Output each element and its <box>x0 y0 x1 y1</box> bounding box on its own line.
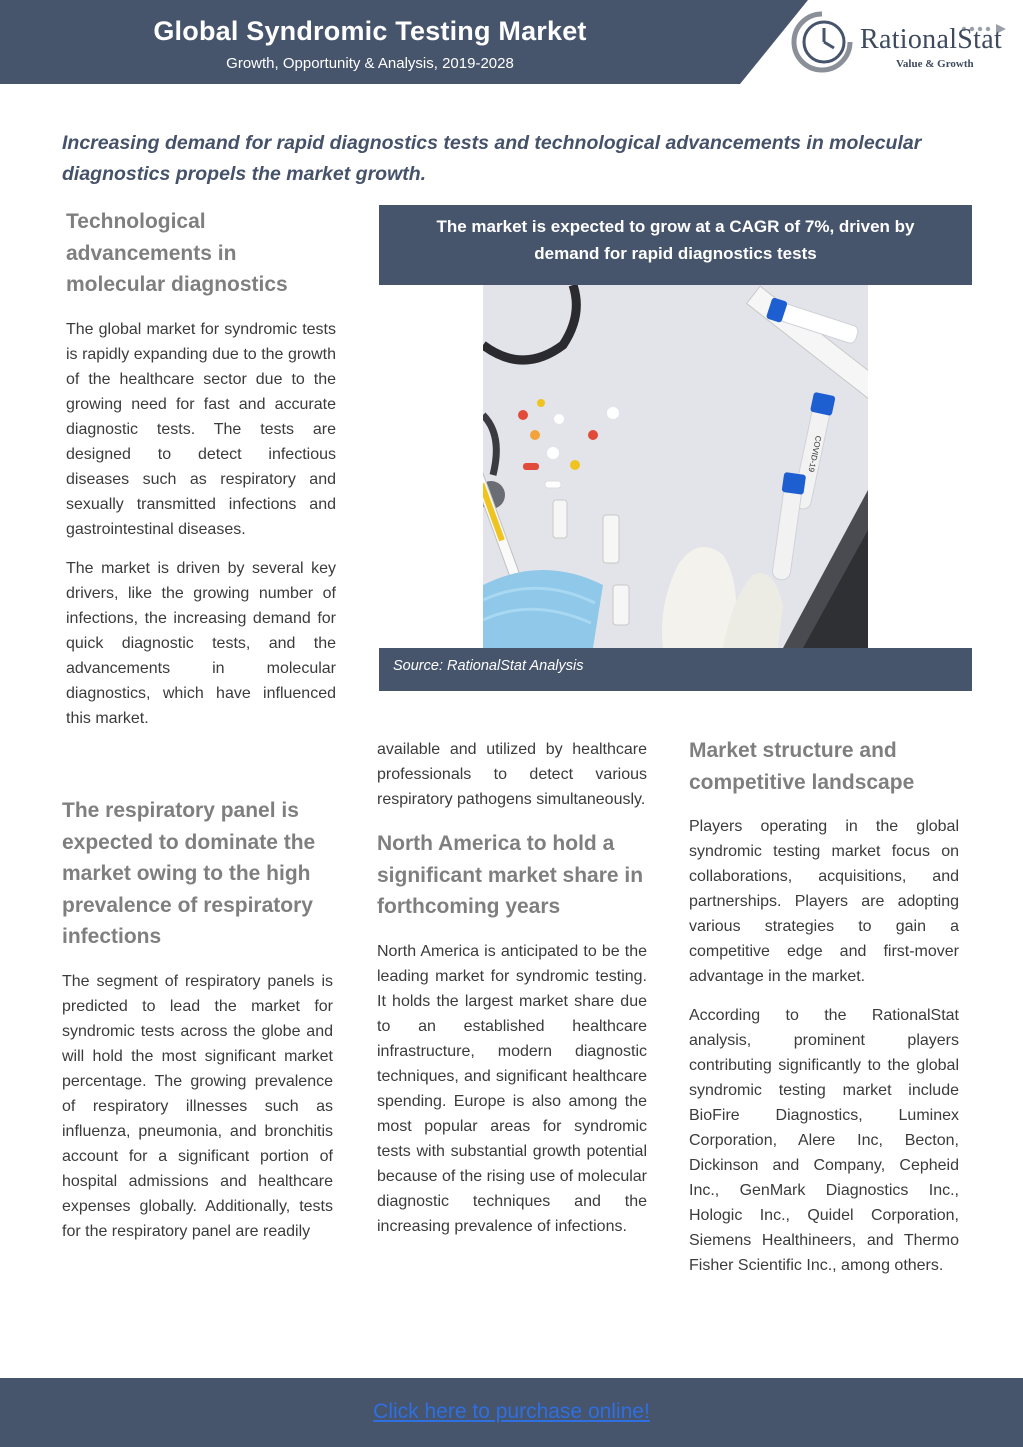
section-market-structure <box>689 735 959 1292</box>
clock-icon <box>790 10 854 74</box>
section-technological-advancements <box>66 206 336 745</box>
section-heading: The respiratory panel is expected to dominate the market owing to the high prevalence of respiratory infections <box>62 799 316 948</box>
medical-supplies-photo <box>483 285 868 648</box>
section-heading: Market structure and competitive landscape <box>689 739 915 794</box>
logo-tagline: Value & Growth <box>896 58 974 70</box>
section-respiratory-panel <box>62 795 333 1244</box>
figure-caption: The market is expected to grow at a CAGR of 7%, driven by demand for rapid diagnostics tests <box>379 205 972 285</box>
tube-label: COVID-19 <box>806 434 824 473</box>
page-subtitle: Growth, Opportunity & Analysis, 2019-2028 <box>226 55 514 72</box>
section-paragraph: North America is anticipated to be the leading market for syndromic testing. It holds the largest market share due to an established healthcare infrastructure, modern diagnostic techniques, and significant healthcare spending. Europe is also among the most popular areas for syndromic tests with substantial growth potential because of the rising use of molecular diagnostic techniques and the increasing prevalence of infections. <box>377 942 647 1235</box>
purchase-link[interactable]: Click here to purchase online! <box>373 1400 650 1423</box>
section-heading: Technological advancements in molecular diagnostics <box>66 210 288 296</box>
page-footer <box>0 1378 1023 1447</box>
section-paragraph: The market is driven by several key drivers, like the growing number of infections, the increasing demand for quick diagnostic tests, and the advancements in molecular diagnostics, which have influenced this market. <box>66 559 336 727</box>
section-paragraph: The global market for syndromic tests is rapidly expanding due to the growth of the healthcare sector due to the growing need for fast and accurate diagnostic tests. The tests are designed to detect infectious diseases such as respiratory and sexually transmitted infections and gastrointestinal diseases. <box>66 320 336 538</box>
section-paragraph: The segment of respiratory panels is predicted to lead the market for syndromic tests across the globe and will hold the most significant market percentage. The growing prevalence of respiratory illnesses such as influenza, pneumonia, and bronchitis account for a significant portion of hospital admissions and healthcare expenses globally. Additionally, tests for the respiratory panel are readily <box>62 972 333 1240</box>
figure-source: Source: RationalStat Analysis <box>379 648 972 691</box>
section-paragraph: According to the RationalStat analysis, prominent players contributing significantly to the global syndromic testing market include BioFire Diagnostics, Luminex Corporation, Alere Inc, Becton, Dickinson and Company, Cepheid Inc., GenMark Diagnostics Inc., Hologic Inc., Quidel Corporation, Siemens Healthineers, and Thermo Fisher Scientific Inc., among others. <box>689 1007 959 1274</box>
medical-illustration <box>483 285 868 648</box>
section-paragraph: Players operating in the global syndromic testing market focus on collaborations, acquisitions, and partnerships. Players are adopting various strategies to gain a competitive edge and first-mover advantage in the market. <box>689 818 959 985</box>
logo-wordmark: RationalStat <box>860 24 1003 55</box>
company-logo <box>790 8 1018 78</box>
section-paragraph-continued: available and utilized by healthcare professionals to detect various respiratory pathogens simultaneously. <box>377 741 647 808</box>
column-middle <box>377 737 647 1239</box>
page-title: Global Syndromic Testing Market <box>153 16 587 46</box>
section-heading: North America to hold a significant market share in forthcoming years <box>377 832 644 918</box>
page-header <box>0 0 1023 84</box>
lead-statement: Increasing demand for rapid diagnostics tests and technological advancements in molecular diagnostics propels the market growth. <box>62 132 922 185</box>
